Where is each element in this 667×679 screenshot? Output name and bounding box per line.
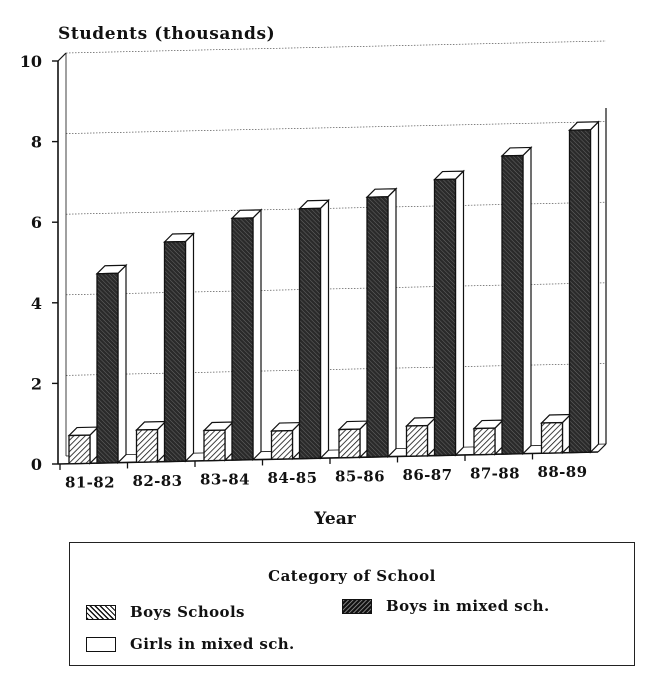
y-tick-label: 10 xyxy=(19,52,42,71)
x-tick-label: 83-84 xyxy=(200,470,250,489)
bar-front xyxy=(204,430,225,461)
bar-boys-mixed xyxy=(502,147,531,454)
bar-front xyxy=(165,242,186,462)
hatched-swatch-icon xyxy=(86,605,116,620)
bar-front xyxy=(474,428,495,455)
x-tick-label: 88-89 xyxy=(537,462,588,481)
bar-front xyxy=(542,423,563,454)
legend-label: Boys in mixed sch. xyxy=(386,597,550,615)
y-tick-label: 4 xyxy=(30,293,42,313)
bar-boys-mixed xyxy=(570,122,599,453)
bar-boys-schools xyxy=(272,423,301,460)
y-tick-label: 0 xyxy=(30,455,42,474)
legend-label: Girls in mixed sch. xyxy=(130,635,295,653)
legend-item-boys-mixed xyxy=(342,597,550,615)
bar-side xyxy=(456,171,464,455)
bar-front xyxy=(502,155,523,454)
bar-front xyxy=(272,431,293,460)
bar-front xyxy=(435,179,456,456)
legend-item-boys-schools xyxy=(86,603,245,621)
bar-front xyxy=(339,429,360,458)
bar-boys-schools xyxy=(339,421,368,458)
bar-side xyxy=(321,200,329,458)
bar-boys-mixed xyxy=(367,189,396,457)
y-axis-top-edge xyxy=(58,53,66,61)
bar-front xyxy=(367,197,388,457)
dark-swatch-icon xyxy=(342,599,372,614)
bar-front xyxy=(232,218,253,460)
x-tick-label: 85-86 xyxy=(335,467,385,486)
y-tick-label: 6 xyxy=(30,213,42,233)
bar-boys-schools xyxy=(407,418,436,457)
legend-item-girls-mixed xyxy=(86,635,295,653)
bar-side xyxy=(523,147,531,453)
bar-boys-schools xyxy=(137,422,166,463)
bar-side xyxy=(591,122,599,452)
x-tick-label: 84-85 xyxy=(267,468,318,487)
chart-title: Students (thousands) xyxy=(58,24,276,44)
bar-front xyxy=(97,273,118,463)
y-tick-label: 8 xyxy=(30,132,42,152)
bar-front xyxy=(300,208,321,458)
bar-front xyxy=(407,426,428,457)
bar-side xyxy=(388,189,396,457)
legend xyxy=(69,542,635,666)
x-tick-label: 86-87 xyxy=(402,465,453,484)
x-tick-label: 82-83 xyxy=(132,471,183,490)
legend-label: Boys Schools xyxy=(130,603,245,621)
bar-boys-mixed xyxy=(97,265,126,463)
bar-boys-schools xyxy=(542,415,571,454)
bar-boys-mixed xyxy=(435,171,464,456)
bar-boys-mixed xyxy=(165,234,194,462)
legend-title: Category of School xyxy=(268,567,436,585)
bar-boys-mixed xyxy=(232,210,261,460)
floor-edge xyxy=(598,444,606,452)
bar-side xyxy=(253,210,261,460)
white-swatch-icon xyxy=(86,637,116,652)
bar-front xyxy=(570,130,591,453)
bar-boys-schools xyxy=(69,427,98,464)
bar-side xyxy=(118,265,126,462)
bar-boys-mixed xyxy=(300,200,329,458)
y-tick-label: 2 xyxy=(30,374,42,394)
bar-boys-schools xyxy=(204,422,233,461)
bar-boys-schools xyxy=(474,420,503,455)
bar-side xyxy=(186,234,194,462)
gridline xyxy=(66,122,606,134)
x-axis-label: Year xyxy=(314,509,356,529)
x-tick-label: 87-88 xyxy=(470,464,520,483)
bar-front xyxy=(137,430,158,463)
x-tick-label: 81-82 xyxy=(65,473,115,492)
bar-front xyxy=(69,435,90,464)
